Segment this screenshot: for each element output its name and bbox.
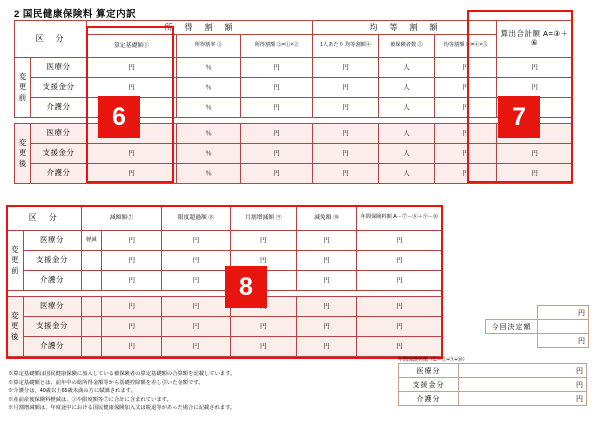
cell-ninzu: 人 [379,58,435,78]
decision-amount-box [485,305,589,348]
cell-ritsu: ％ [177,98,241,118]
header-total: 算出合計額 A=③＋⑥ [497,21,573,58]
summary-decision-row [486,320,589,334]
marker-label-8: 8 [239,272,253,301]
breakdown-label-shien: 支援金分 [399,378,459,392]
cell-kintowari: 円 [435,124,497,144]
header-hihokensha: 被保険者数 ⑤ [379,35,435,58]
footnotes [8,370,235,413]
footnote-1: ※算定基礎額は国民健康保険に加入している被保険者の算定基礎額の合算額を記載しています。 [8,371,236,377]
cell-menjo: 円 [296,337,356,357]
cell-ninzu: 人 [379,78,435,98]
cell-nenkan: 円 [357,337,443,357]
row-label-iryo-before-lower: 医療分 [23,231,81,251]
cell-nenkan: 円 [357,317,443,337]
side-label-before: 変 更 前 [15,58,31,118]
summary-blank-row [486,306,589,320]
cell-menjo: 円 [296,317,356,337]
summary-decision-yen-row [486,334,589,348]
cell-gengaku: 円 [102,231,162,251]
annual-premium-caption: 年間保険料額（C＝①+⑨+⑩） [398,357,468,363]
footnote-4: ※産前産後保険料軽減は、①や限度額等⑦に合計に含まれています。 [8,396,172,403]
side-label-after-lower: 変 更 後 [7,297,24,357]
header-kinto-wari: 均等割額 ⑥=④×⑤ [435,35,497,58]
cell-tsukiwari: 円 [230,317,296,337]
breakdown-yen-kaigo: 円 [459,392,587,406]
cell-shotokuwari: 円 [241,164,313,184]
decision-yen: 円 [538,334,589,348]
row-label-shien-after-lower: 支援金分 [23,317,81,337]
header-gengaku: 減額額⑦ [81,206,162,231]
cell-shotokuwari: 円 [241,124,313,144]
cell-gengaku: 円 [102,297,162,317]
cell-total: 円 [497,164,573,184]
cell-ritsu: ％ [177,58,241,78]
cell-ninzu: 人 [379,124,435,144]
marker-label-6: 6 [112,102,126,131]
row-label-kaigo-before-lower: 介護分 [23,271,81,291]
decision-value [538,320,589,334]
breakdown-yen-shien: 円 [459,378,587,392]
cell-hitori: 円 [313,58,379,78]
cell-santei: 円 [87,58,177,78]
cell-kintowari: 円 [435,144,497,164]
cell-ritsu: ％ [177,164,241,184]
cell-santei: 円 [87,144,177,164]
cell-gendo: 円 [162,297,230,317]
header-santei: 算定基礎額① [87,35,177,58]
row-label-kaigo-after: 介護分 [31,164,87,184]
cell-nenkan: 円 [357,271,443,291]
cell-total: 円 [497,144,573,164]
row-label-shien-before: 支援金分 [31,78,87,98]
cell-santei: 円 [87,164,177,184]
callout-marker-6 [98,96,140,138]
cell-kintowari: 円 [435,164,497,184]
breakdown-row [399,364,587,378]
header-tsukiwari: 月割増減額 ⑨ [230,206,296,231]
side-label-before-lower: 変 更 前 [7,231,24,291]
cell-hitori: 円 [313,164,379,184]
callout-marker-8 [225,266,267,308]
footnote-2: ※算定基礎額とは、前年中の総所得金額等から基礎控除額を差し引いた金額です。 [8,379,204,386]
cell-ninzu: 人 [379,98,435,118]
cell-menjo: 円 [296,251,356,271]
cell-kintowari: 円 [435,58,497,78]
breakdown-yen-iryo: 円 [459,364,587,378]
cell-gengaku: 円 [102,271,162,291]
row-label-kaigo-after-lower: 介護分 [23,337,81,357]
cell-tsukiwari: 円 [230,337,296,357]
cell-ritsu: ％ [177,78,241,98]
cell-shotokuwari: 円 [241,58,313,78]
row-label-shien-before-lower: 支援金分 [23,251,81,271]
cell-keigen: 軽減 [81,231,102,251]
cell-santei: 円 [87,78,177,98]
row-label-kaigo-before: 介護分 [31,98,87,118]
row-label-shien-after: 支援金分 [31,144,87,164]
cell-total: 円 [497,78,573,98]
cell-nenkan: 円 [357,297,443,317]
page-title: 2 国民健康保険料 算定内訳 [14,9,137,20]
cell-kintowari: 円 [435,98,497,118]
callout-marker-7 [498,96,540,138]
cell-total: 円 [497,58,573,78]
row-label-iryo-before: 医療分 [31,58,87,78]
cell-shotokuwari: 円 [241,78,313,98]
cell-ninzu: 人 [379,164,435,184]
header-kubun-lower: 区 分 [7,206,82,231]
header-shotoku-group: 所 得 割 額 [87,21,313,35]
header-shotoku-ritsu: 所得割率 ② [177,35,241,58]
decision-label: 今回決定額 [486,320,538,334]
cell-menjo: 円 [296,271,356,291]
cell-ritsu: ％ [177,144,241,164]
cell-nenkan: 円 [357,251,443,271]
header-gendo: 限度超過額 ⑧ [162,206,230,231]
cell-menjo: 円 [296,231,356,251]
cell-gendo: 円 [162,317,230,337]
footnote-5: ※月割増減額は、年度途中における国民健康保険加入又は脱退等があった場合に記載されます。 [8,405,236,412]
cell-gendo: 円 [162,271,230,291]
summary-spacer [486,334,538,348]
summary-blank-label [486,306,538,320]
cell-gengaku: 円 [102,251,162,271]
breakdown-label-iryo: 医療分 [399,364,459,378]
cell-nenkan: 円 [357,231,443,251]
cell-kintowari: 円 [435,78,497,98]
cell-hitori: 円 [313,144,379,164]
side-label-after: 変 更 後 [15,124,31,184]
row-label-iryo-after-lower: 医療分 [23,297,81,317]
cell-menjo: 円 [296,297,356,317]
header-shotoku-wari: 所得割額 ③=①×② [241,35,313,58]
cell-gengaku: 円 [102,317,162,337]
cell-gendo: 円 [162,231,230,251]
cell-shotokuwari: 円 [241,98,313,118]
breakdown-box [398,363,587,406]
header-nenkan: 年間保険料額 A－⑦－⑧＋⑨－⑩ [357,206,443,231]
marker-label-7: 7 [512,102,526,131]
cell-gengaku: 円 [102,337,162,357]
cell-hitori: 円 [313,78,379,98]
cell-hitori: 円 [313,98,379,118]
cell-gendo: 円 [162,337,230,357]
cell-hitori: 円 [313,124,379,144]
cell-gendo: 円 [162,251,230,271]
header-hitori: 1人あたり 均等割額④ [313,35,379,58]
summary-blank-yen: 円 [538,306,589,320]
cell-shotokuwari: 円 [241,144,313,164]
cell-tsukiwari: 円 [230,231,296,251]
breakdown-row [399,378,587,392]
footnote-3: ※介護分は、40歳以上65歳未満の方に賦課されます。 [8,388,136,395]
cell-tsukiwari: 円 [230,251,296,271]
header-kubun: 区 分 [15,21,87,58]
row-label-iryo-after: 医療分 [31,124,87,144]
breakdown-row [399,392,587,406]
cell-ritsu: ％ [177,124,241,144]
cell-ninzu: 人 [379,144,435,164]
breakdown-label-kaigo: 介護分 [399,392,459,406]
header-kinto-group: 均 等 割 額 [313,21,497,35]
header-menjo: 減免額 ⑩ [296,206,356,231]
